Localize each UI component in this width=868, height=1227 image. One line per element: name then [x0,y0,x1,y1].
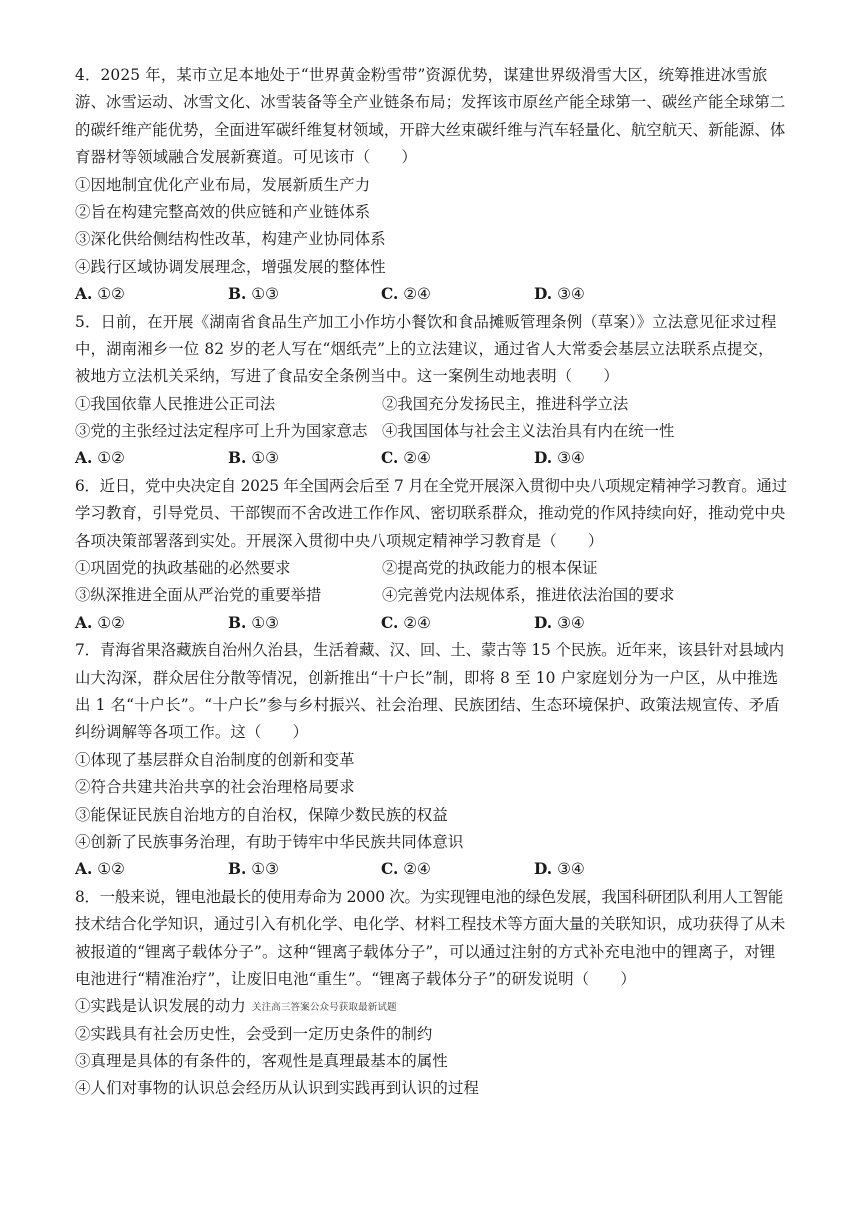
stem-line: 出 1 名“十户长”。“十户长”参与乡村振兴、社会治理、民族团结、生态环境保护、政策法规宣传、矛盾 [75,695,780,714]
question-5-stem [75,309,787,391]
question-8-stem [75,884,787,994]
option-3: ③深化供给侧结构性改革，构建产业协同体系 [75,230,386,249]
choice-d: D. ③④ [534,449,585,468]
option-row [75,418,787,445]
question-6-stem [75,473,787,555]
question-5 [75,309,787,473]
question-6 [75,473,787,637]
option-1: ①我国依靠人民推进公正司法 [75,394,276,413]
question-4 [75,62,787,309]
option-4: ④人们对事物的认识总会经历从认识到实践再到认识的过程 [75,1079,480,1098]
option-1: ①体现了基层群众自治制度的创新和变革 [75,750,355,769]
option-row [75,582,787,609]
watermark-text: 关注高三答案公众号获取最新试题 [251,1002,397,1014]
exam-page [75,62,787,1103]
stem-line: 育器材等领域融合发展新赛道。可见该市（ ） [75,148,417,167]
answer-choices [75,856,787,883]
choice-a: A. ①② [75,285,125,304]
option-4: ④完善党内法规体系，推进依法治国的要求 [382,586,675,605]
choice-a: A. ①② [75,449,125,468]
stem-line: 中，湖南湘乡一位 82 岁的老人写在“烟纸壳”上的立法建议，通过省人大常委会基层立法联系点提交， [75,339,774,358]
option-2: ②旨在构建完整高效的供应链和产业链体系 [75,202,371,221]
stem-line: 电池进行“精准治疗”，让废旧电池“重生”。“锂离子载体分子”的研发说明（ ） [75,969,636,988]
stem-line: 游、冰雪运动、冰雪文化、冰雪装备等全产业链条布局；发挥该市原丝产能全球第一、碳丝产能全球第二 [75,93,786,112]
option-2: ②我国充分发扬民主，推进科学立法 [382,394,629,413]
choice-d: D. ③④ [534,860,585,879]
answer-choices [75,445,787,472]
option-3: ③纵深推进全面从严治党的重要举措 [75,586,322,605]
choice-c: C. ②④ [381,285,431,304]
choice-a: A. ①② [75,860,125,879]
stem-line: 4．2025 年，某市立足本地处于“世界黄金粉雪带”资源优势，谋建世界级滑雪大区，统筹推进冰雪旅 [75,66,768,84]
stem-line: 被报道的“锂离子载体分子”。这种“锂离子载体分子”，可以通过注射的方式补充电池中的锂离子，对锂 [75,942,776,961]
stem-line: 被地方立法机关采纳，写进了食品安全条例当中。这一案例生动地表明（ ） [75,367,619,386]
choice-c: C. ②④ [381,449,431,468]
stem-line: 7．青海省果洛藏族自治州久治县，生活着藏、汉、回、土、蒙古等 15 个民族。近年来，该县针对县域内 [75,641,784,660]
stem-line: 的碳纤维产能优势，全面进军碳纤维复材领域，开辟大丝束碳纤维与汽车轻量化、航空航天、新能源、体 [75,120,786,139]
choice-b: B. ①③ [228,285,279,304]
option-4: ④创新了民族事务治理，有助于铸牢中华民族共同体意识 [75,832,464,851]
option-2: ②提高党的执政能力的根本保证 [382,559,598,578]
option-2: ②实践具有社会历史性，会受到一定历史条件的制约 [75,1024,433,1043]
choice-b: B. ①③ [228,449,279,468]
choice-d: D. ③④ [534,285,585,304]
option-1: ①因地制宜优化产业布局，发展新质生产力 [75,175,371,194]
choice-c: C. ②④ [381,613,431,632]
stem-line: 山大沟深，群众居住分散等情况，创新推出“十户长”制，即将 8 至 10 户家庭划分为一户区，从中推选 [75,668,779,687]
stem-line: 8．一般来说，锂电池最长的使用寿命为 2000 次。为实现锂电池的绿色发展，我国科研团队利用人工智能 [75,887,784,906]
choice-c: C. ②④ [381,860,431,879]
question-8 [75,884,787,1103]
option-3: ③真理是具体的有条件的，客观性是真理最基本的属性 [75,1052,448,1071]
choice-b: B. ①③ [228,613,279,632]
question-7 [75,637,787,884]
option-3: ③能保证民族自治地方的自治权，保障少数民族的权益 [75,805,448,824]
stem-line: 学习教育，引导党员、干部锲而不舍改进工作作风、密切联系群众，推动党的作风持续向好，推动党中央 [75,504,786,523]
stem-line: 5．日前，在开展《湖南省食品生产加工小作坊小餐饮和食品摊贩管理条例（草案）》立法意见征求过程 [75,312,777,331]
stem-line: 技术结合化学知识，通过引入有机化学、电化学、材料工程技术等方面大量的关联知识，成功获得了从未 [75,915,786,934]
option-row [75,555,787,582]
choice-a: A. ①② [75,613,125,632]
answer-choices [75,281,787,308]
option-4: ④践行区域协调发展理念，增强发展的整体性 [75,257,386,276]
question-4-stem [75,62,787,172]
stem-line: 纠纷调解等各项工作。这（ ） [75,723,309,742]
option-1: ①实践是认识发展的动力 [75,997,246,1016]
choice-d: D. ③④ [534,613,585,632]
stem-line: 各项决策部署落到实处。开展深入贯彻中央八项规定精神学习教育是（ ） [75,531,604,550]
choice-b: B. ①③ [228,860,279,879]
option-2: ②符合共建共治共享的社会治理格局要求 [75,778,355,797]
option-1: ①巩固党的执政基础的必然要求 [75,559,291,578]
stem-line: 6．近日，党中央决定自 2025 年全国两会后至 7 月在全党开展深入贯彻中央八项规定精神学习教育。通过 [75,476,787,495]
option-1-row [75,993,787,1020]
option-row [75,391,787,418]
option-4: ④我国国体与社会主义法治具有内在统一性 [382,422,675,441]
question-7-stem [75,637,787,747]
option-3: ③党的主张经过法定程序可上升为国家意志 [75,422,368,441]
answer-choices [75,610,787,637]
